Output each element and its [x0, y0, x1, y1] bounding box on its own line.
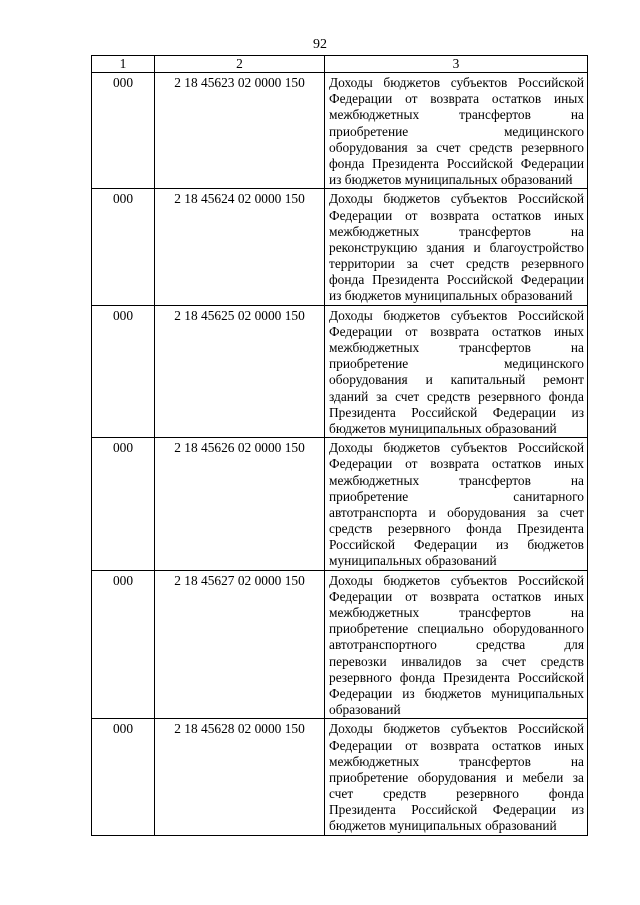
description-line: Федерации от возврата остатков иных: [329, 456, 584, 472]
table-row: [92, 570, 588, 719]
description-line: бюджетов муниципальных образований: [329, 420, 557, 436]
header-col-1: 1: [92, 56, 155, 73]
table-header-row: [92, 56, 588, 73]
description-line: Президента Российской Федерации из: [329, 802, 584, 818]
table-row: [92, 719, 588, 835]
admin-code-cell: 000: [92, 570, 155, 719]
description-line: Федерации от возврата остатков иных: [329, 588, 584, 604]
admin-code-cell: 000: [92, 305, 155, 438]
table-row: [92, 438, 588, 571]
description-line: приобретение санитарного: [329, 488, 584, 504]
budget-code-cell: 2 18 45625 02 0000 150: [155, 305, 325, 438]
description-line: территории за счет средств резервного: [329, 256, 584, 272]
budget-code-cell: 2 18 45623 02 0000 150: [155, 73, 325, 189]
budget-code-cell: 2 18 45628 02 0000 150: [155, 719, 325, 835]
description-line: приобретение специально оборудованного: [329, 621, 584, 637]
description-line: бюджетов муниципальных образований: [329, 818, 557, 834]
description-line: из бюджетов муниципальных образований: [329, 288, 573, 304]
description-line: Федерации от возврата остатков иных: [329, 91, 584, 107]
admin-code-cell: 000: [92, 438, 155, 571]
description-line: Доходы бюджетов субъектов Российской: [329, 721, 584, 737]
description-line: образований: [329, 702, 401, 718]
table-row: [92, 189, 588, 305]
description-cell: [325, 189, 588, 305]
description-line: Доходы бюджетов субъектов Российской: [329, 75, 584, 90]
description-line: Доходы бюджетов субъектов Российской: [329, 572, 584, 588]
description-line: Доходы бюджетов субъектов Российской: [329, 191, 584, 207]
description-line: оборудования и капитальный ремонт: [329, 372, 584, 388]
description-line: средств резервного фонда Президента: [329, 521, 584, 537]
page-number: 92: [313, 37, 327, 52]
description-line: межбюджетных трансфертов на: [329, 340, 584, 355]
description-line: оборудования за счет средств резервного: [329, 139, 584, 155]
budget-code-cell: 2 18 45627 02 0000 150: [155, 570, 325, 719]
description-line: Федерации от возврата остатков иных: [329, 737, 584, 753]
description-line: межбюджетных трансфертов на: [329, 605, 584, 620]
description-line: автотранспорта и оборудования за счет: [329, 504, 584, 520]
description-line: перевозки инвалидов за счет средств: [329, 653, 584, 669]
description-line: фонда Президента Российской Федерации: [329, 272, 584, 288]
description-line: Российской Федерации из бюджетов: [329, 537, 584, 553]
description-cell: [325, 570, 588, 719]
description-cell: [325, 719, 588, 835]
header-col-2: 2: [155, 56, 325, 73]
budget-code-cell: 2 18 45626 02 0000 150: [155, 438, 325, 571]
description-line: межбюджетных трансфертов на: [329, 107, 584, 123]
description-line: межбюджетных трансфертов на: [329, 223, 584, 239]
admin-code-cell: 000: [92, 719, 155, 835]
budget-code-cell: 2 18 45624 02 0000 150: [155, 189, 325, 305]
description-line: муниципальных образований: [329, 553, 497, 569]
description-line: Доходы бюджетов субъектов Российской: [329, 307, 584, 323]
description-line: Доходы бюджетов субъектов Российской: [329, 440, 584, 456]
revenue-classification-table: [91, 55, 588, 836]
description-line: приобретение оборудования и мебели за: [329, 769, 584, 785]
description-line: приобретение медицинского: [329, 356, 584, 372]
description-line: межбюджетных трансфертов на: [329, 472, 584, 488]
description-cell: [325, 305, 588, 438]
admin-code-cell: 000: [92, 73, 155, 189]
description-line: зданий за счет средств резервного фонда: [329, 388, 584, 404]
description-line: межбюджетных трансфертов на: [329, 753, 584, 769]
table-row: [92, 73, 588, 189]
description-cell: [325, 73, 588, 189]
table-row: [92, 305, 588, 438]
description-line: Федерации от возврата остатков иных: [329, 207, 584, 223]
description-line: приобретение медицинского: [329, 123, 584, 139]
header-col-3: 3: [325, 56, 588, 73]
description-line: Федерации от возврата остатков иных: [329, 323, 584, 339]
description-line: фонда Президента Российской Федерации: [329, 155, 584, 171]
description-line: реконструкцию здания и благоустройство: [329, 239, 584, 255]
description-line: Федерации из бюджетов муниципальных: [329, 685, 584, 701]
description-line: счет средств резервного фонда: [329, 786, 584, 802]
description-cell: [325, 438, 588, 571]
admin-code-cell: 000: [92, 189, 155, 305]
description-line: резервного фонда Президента Российской: [329, 669, 584, 685]
description-line: Президента Российской Федерации из: [329, 404, 584, 420]
description-line: автотранспортного средства для: [329, 637, 584, 653]
description-line: из бюджетов муниципальных образований: [329, 172, 573, 188]
